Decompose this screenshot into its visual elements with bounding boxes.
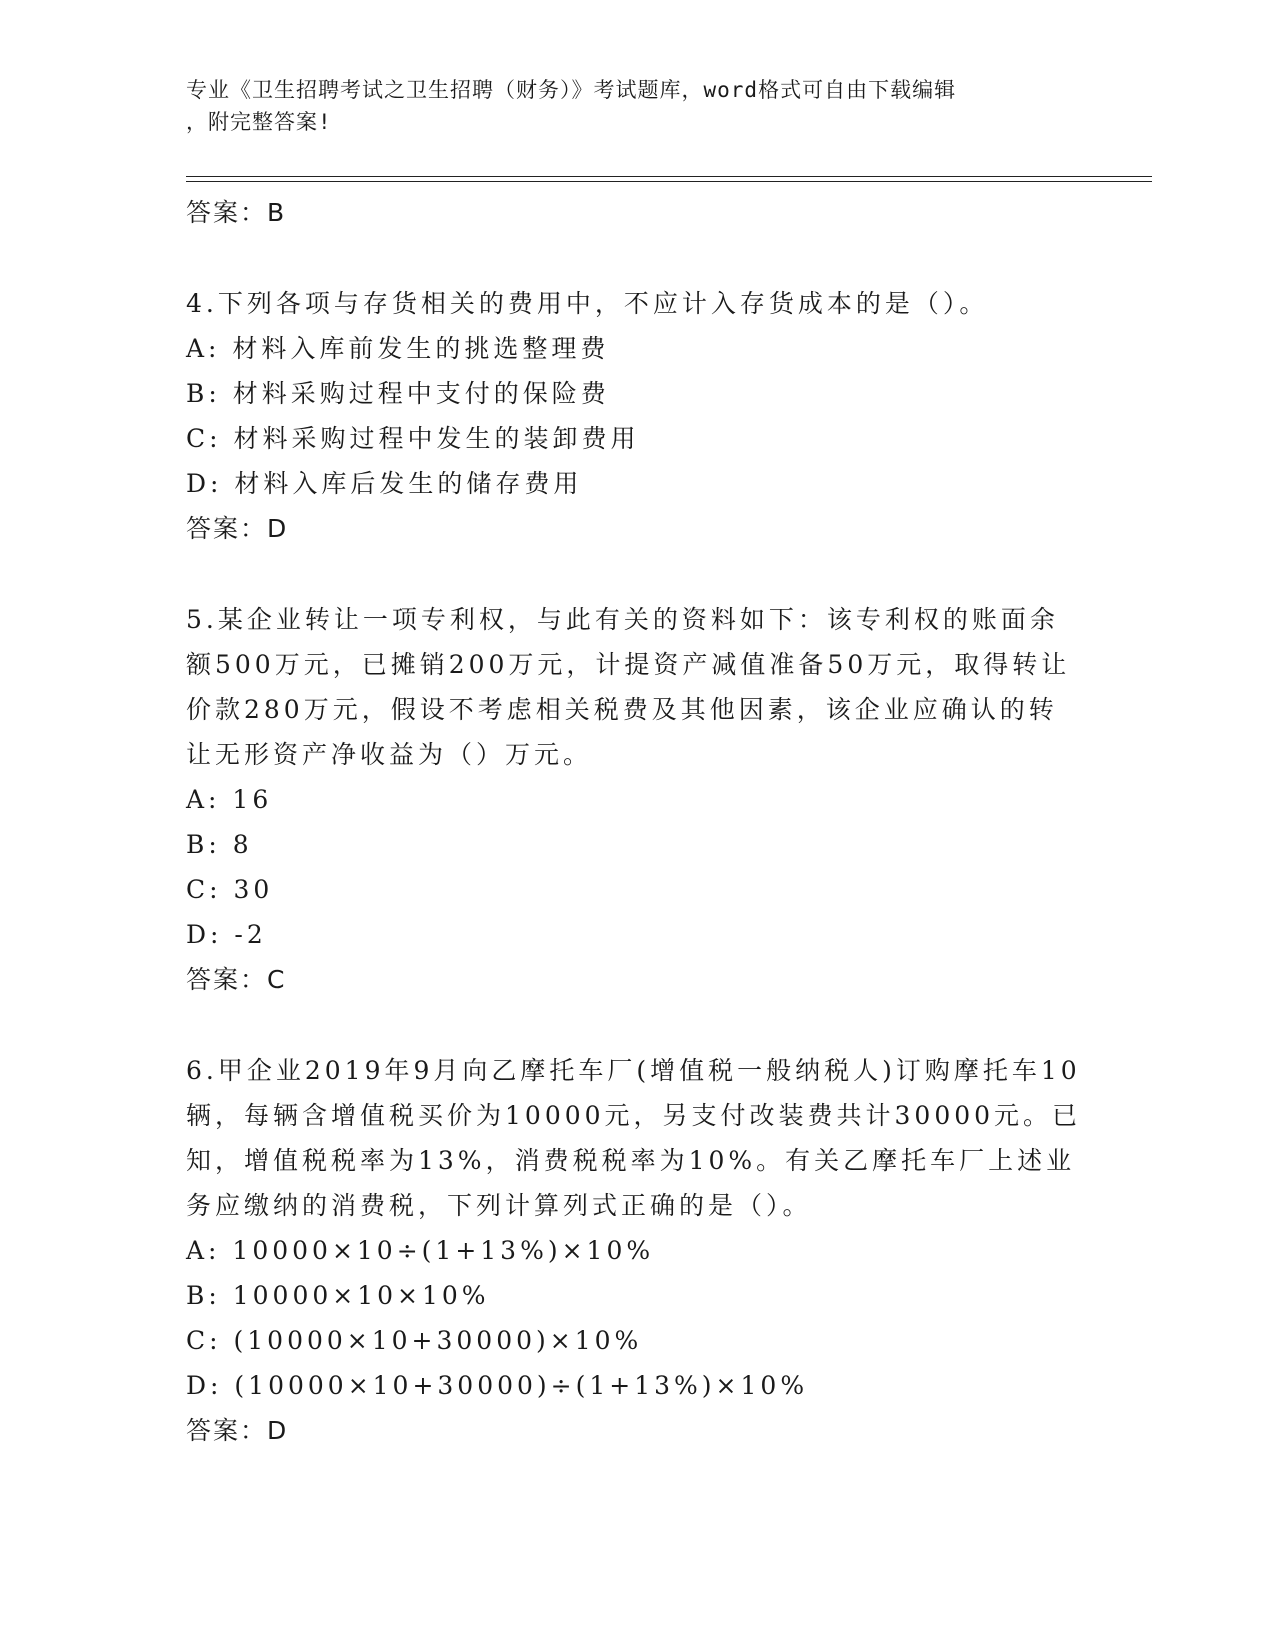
document-body [186, 190, 1086, 1453]
header-line-2: ，附完整答案! [186, 110, 332, 134]
header-line-1: 专业《卫生招聘考试之卫生招聘（财务）》考试题库，word格式可自由下载编辑 [186, 78, 957, 102]
document-header [186, 74, 1066, 138]
question-5 [186, 597, 1086, 1002]
question-stem-line: 4.下列各项与存货相关的费用中，不应计入存货成本的是（）。 [186, 289, 989, 318]
option-b: B: 8 [186, 830, 253, 859]
option-c: C: (10000×10+30000)×10% [186, 1326, 643, 1355]
option-d: D: (10000×10+30000)÷(1+13%)×10% [186, 1371, 809, 1400]
header-divider-bottom [186, 181, 1152, 182]
option-d: D: 材料入库后发生的储存费用 [186, 469, 583, 498]
question-stem-line: 额500万元，已摊销200万元，计提资产减值准备50万元，取得转让 [186, 650, 1071, 679]
option-b: B: 10000×10×10% [186, 1281, 490, 1310]
answer-label: 答案：C [186, 965, 287, 994]
option-c: C: 30 [186, 875, 274, 904]
spacer [186, 1002, 1086, 1048]
option-a: A: 10000×10÷(1+13%)×10% [186, 1236, 655, 1265]
answer-previous-question: 答案：B [186, 198, 287, 227]
option-c: C: 材料采购过程中发生的装卸费用 [186, 424, 640, 453]
spacer [186, 551, 1086, 597]
question-stem-line: 辆，每辆含增值税买价为10000元，另支付改装费共计30000元。已 [186, 1101, 1082, 1130]
question-4 [186, 281, 1086, 551]
option-d: D: -2 [186, 920, 267, 949]
header-divider-top [186, 176, 1152, 177]
question-stem-line: 让无形资产净收益为（）万元。 [186, 740, 593, 769]
question-stem-line: 知，增值税税率为13%，消费税税率为10%。有关乙摩托车厂上述业 [186, 1146, 1076, 1175]
question-stem-line: 6.甲企业2019年9月向乙摩托车厂(增值税一般纳税人)订购摩托车10 [186, 1056, 1081, 1085]
option-a: A: 16 [186, 785, 273, 814]
answer-label: 答案：D [186, 1416, 289, 1445]
question-stem-line: 务应缴纳的消费税，下列计算列式正确的是（）。 [186, 1191, 812, 1220]
spacer [186, 235, 1086, 281]
question-stem-line: 5.某企业转让一项专利权，与此有关的资料如下：该专利权的账面余 [186, 605, 1059, 634]
option-a: A: 材料入库前发生的挑选整理费 [186, 334, 610, 363]
answer-label: 答案：D [186, 514, 289, 543]
question-stem-line: 价款280万元，假设不考虑相关税费及其他因素，该企业应确认的转 [186, 695, 1058, 724]
question-6 [186, 1048, 1086, 1453]
option-b: B: 材料采购过程中支付的保险费 [186, 379, 610, 408]
